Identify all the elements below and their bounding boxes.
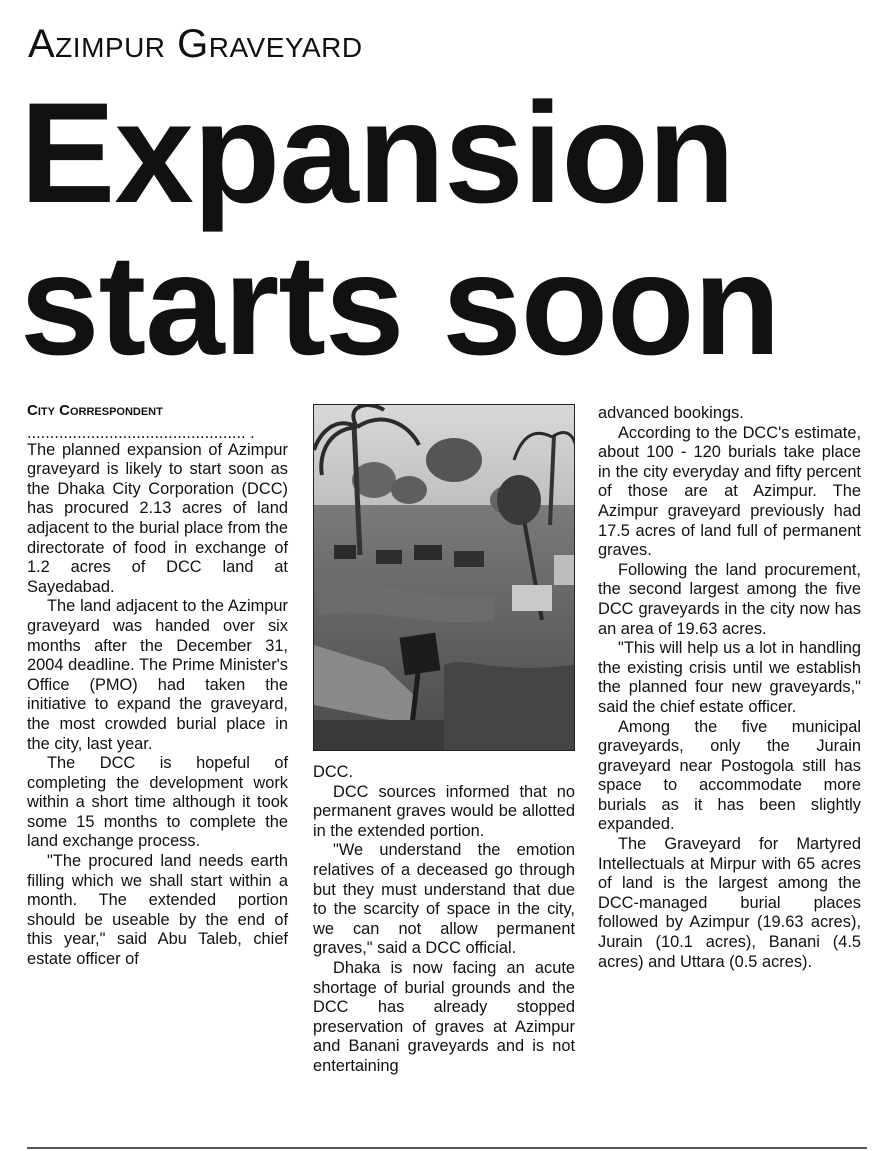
paragraph: advanced bookings. — [598, 404, 744, 422]
kicker — [28, 20, 363, 68]
article-column-1 — [27, 401, 288, 970]
paragraph: The DCC is hopeful of completing the development work within a short time although it took some 15 months to complete the land exchange process. — [27, 754, 288, 851]
article-column-2 — [313, 763, 575, 1077]
article-column-3 — [598, 404, 861, 972]
byline: City Correspondent — [27, 402, 163, 419]
paragraph: Among the five municipal graveyards, only the Jurain graveyard near Postogola still has space to accommodate more burials as it has been slightly expanded. — [598, 717, 861, 834]
kicker-text: Azimpur Graveyard — [28, 22, 363, 66]
bottom-rule — [27, 1147, 867, 1149]
graveyard-photo — [313, 404, 575, 751]
paragraph: The planned expansion of Azimpur graveyard is likely to start soon as the Dhaka City Corporation (DCC) has procured 2.13 acres of land adjacent to the burial place from the directorate of food in exchange of 1.2 acres of DCC land at Sayedabad. — [27, 440, 288, 596]
paragraph: "This will help us a lot in handling the existing crisis until we establish the planned four new graveyards," said the chief estate officer. — [598, 639, 861, 716]
paragraph: Following the land procurement, the second largest among the five DCC graveyards in the city now has an area of 19.63 acres. — [598, 560, 861, 638]
paragraph: The Graveyard for Martyred Intellectuals at Mirpur with 65 acres of land is the largest among the DCC-managed burial places followed by Azimpur (19.63 acres), Jurain (10.1 acres), Banani (4.5 acres) and Uttara (0.5 acres). — [598, 835, 861, 971]
byline-separator: ................................................ . — [27, 424, 255, 441]
paragraph: DCC. — [313, 763, 354, 781]
paragraph: The land adjacent to the Azimpur graveyard was handed over six months after the December 31, 2004 deadline. The Prime Minister's Office (PMO) had taken the initiative to expand the graveyard, the most crowded burial place in the city, last year. — [27, 597, 288, 753]
paragraph: Dhaka is now facing an acute shortage of burial grounds and the DCC has already stopped preservation of graves at Azimpur and Banani graveyards and is not entertaining — [313, 958, 575, 1075]
paragraph: "We understand the emotion relatives of a deceased go through but they must understand that due to the scarcity of space in the city, we can not allow permanent graves," said a DCC official. — [313, 841, 575, 958]
headline-line-1: Expansion — [20, 74, 735, 233]
headline — [20, 74, 880, 385]
headline-line-2: starts soon — [20, 226, 780, 385]
paragraph: DCC sources informed that no permanent graves would be allotted in the extended portion. — [313, 782, 575, 840]
paragraph: "The procured land needs earth filling which we shall start within a month. The extended portion should be useable by the end of this year," said Abu Taleb, chief estate officer of — [27, 852, 288, 969]
paragraph: According to the DCC's estimate, about 100 - 120 burials take place in the city everyday and fifty percent of those are at Azimpur. The Azimpur graveyard previously had 17.5 acres of land full of permanent graves. — [598, 423, 861, 560]
graveyard-photo-image — [314, 405, 574, 750]
